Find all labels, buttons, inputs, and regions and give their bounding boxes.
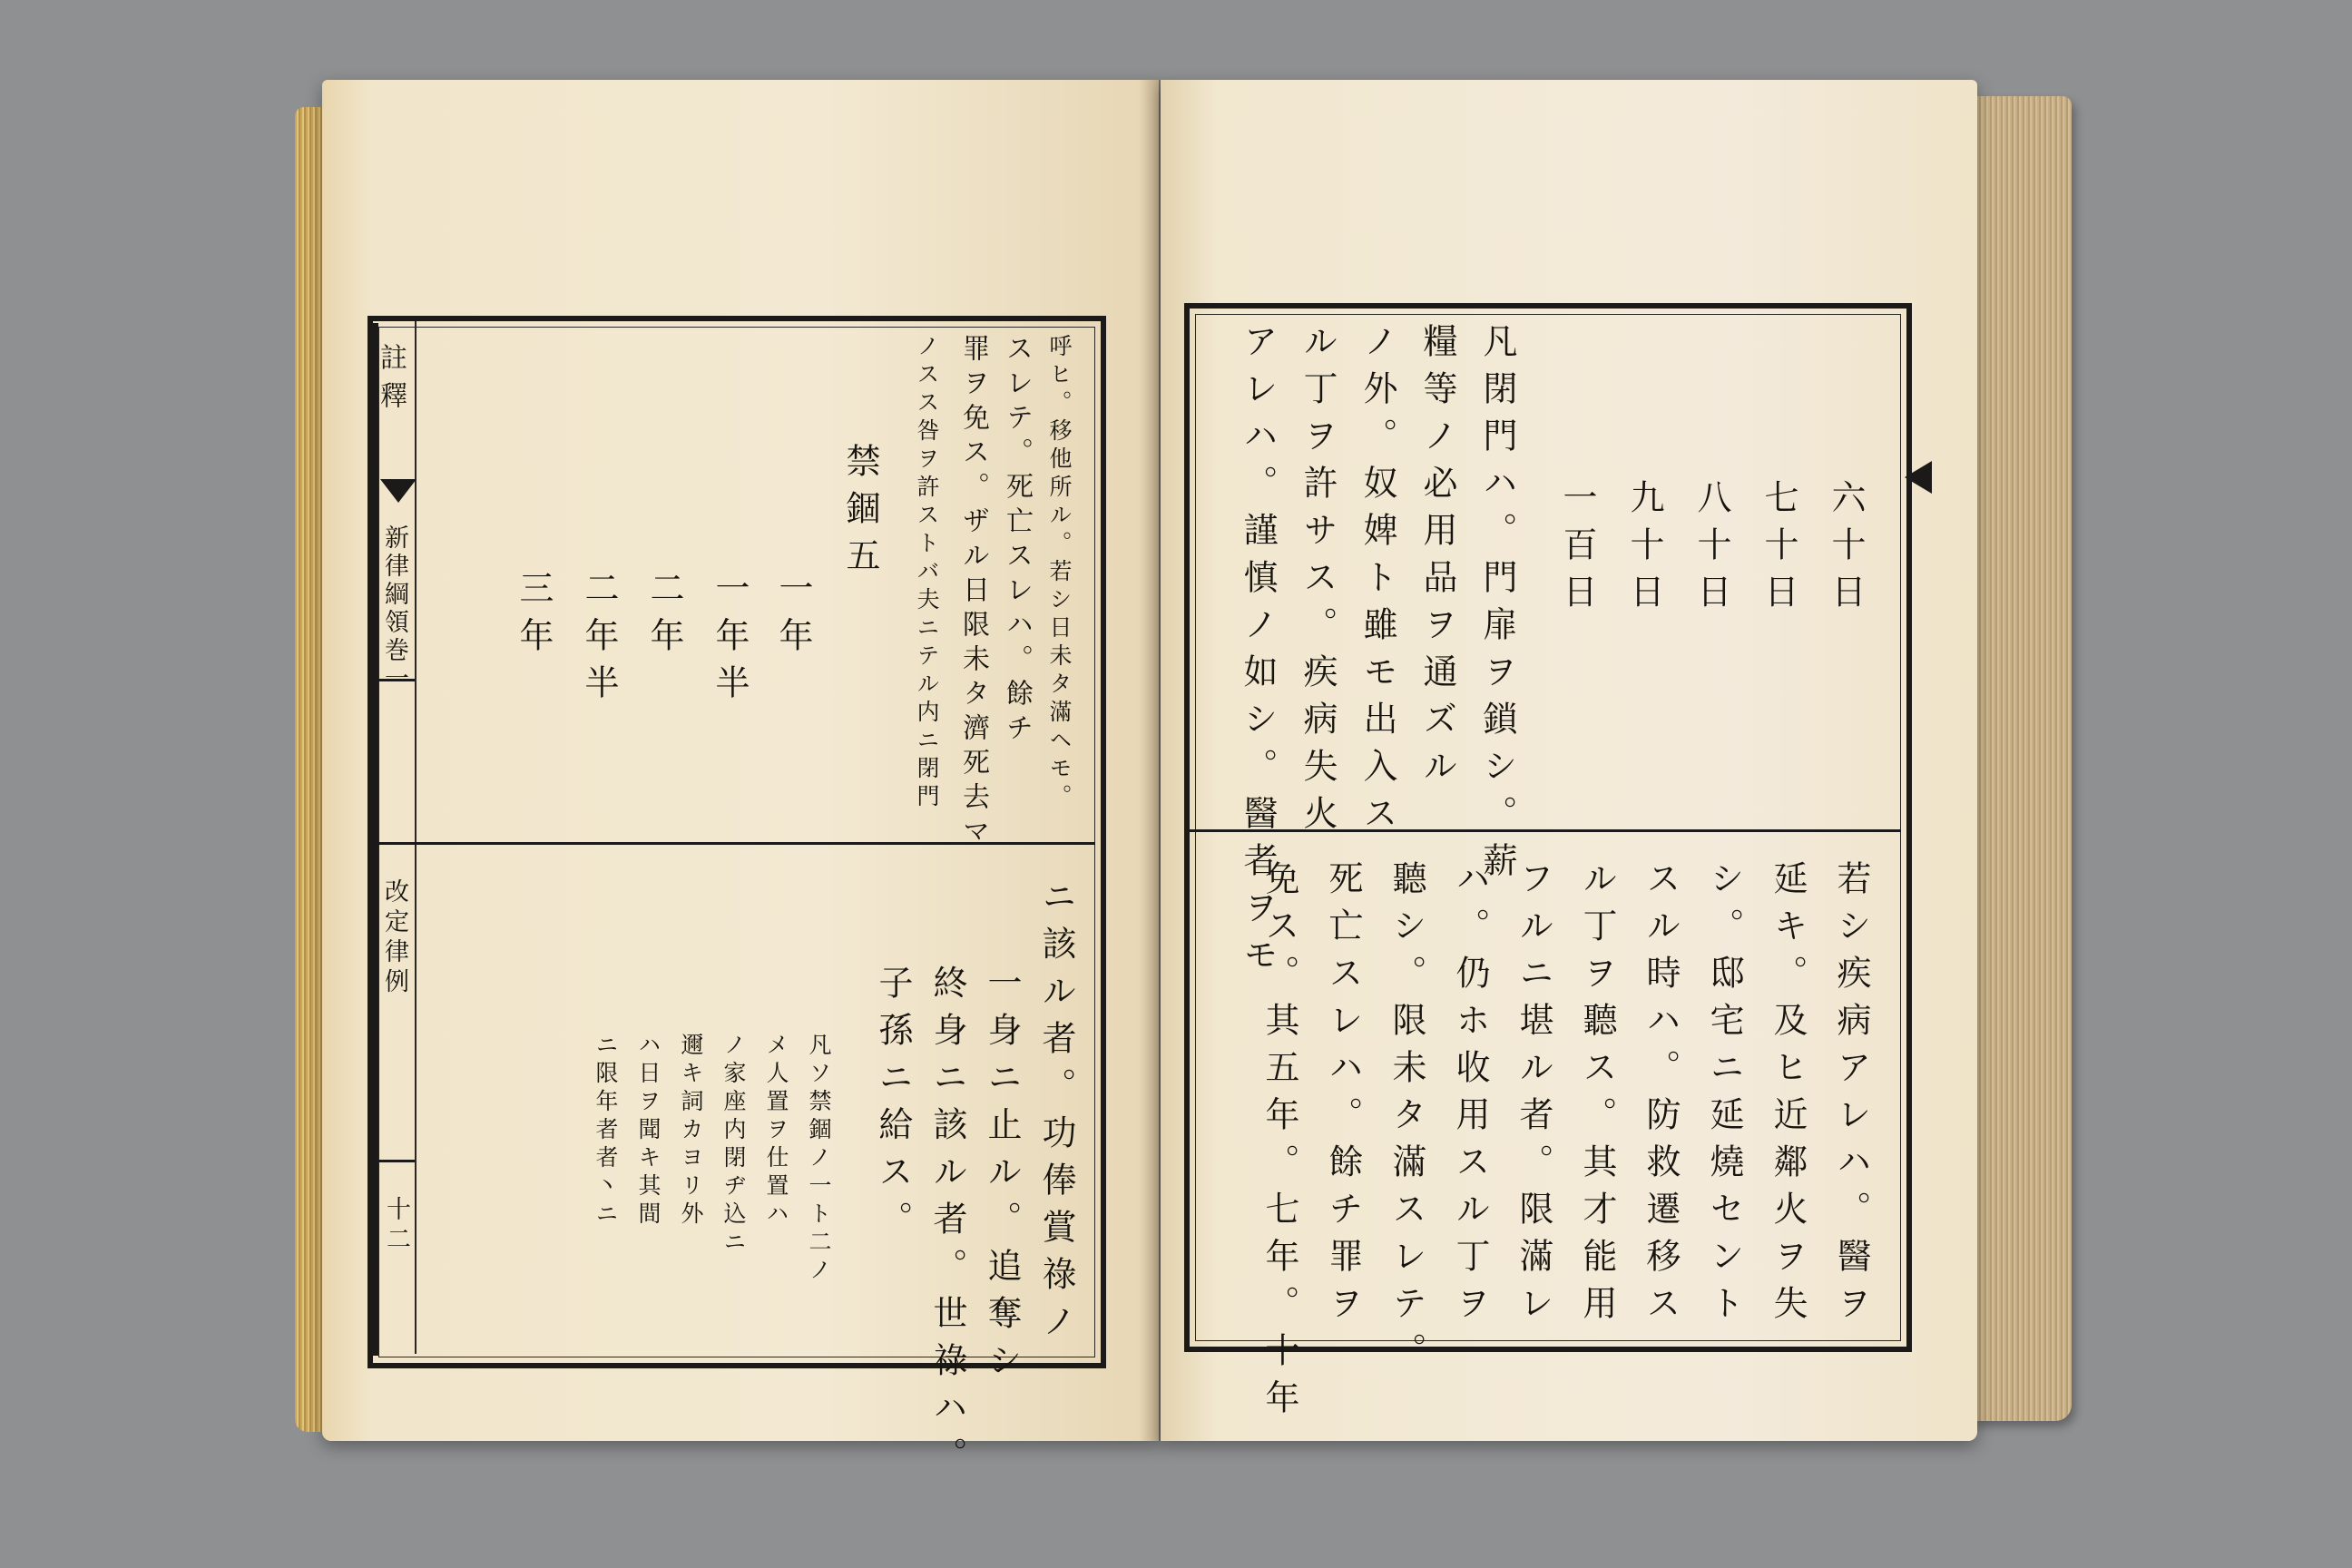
penalty-term: 一年 [773, 570, 813, 664]
right-divider [1190, 829, 1901, 832]
day-count: 八十日 [1691, 479, 1731, 621]
upper-col: アレハ。謹慎ノ如シ。醫者ヲモ [1238, 323, 1278, 984]
penalty-term: 三年 [514, 570, 554, 664]
lower-col: スル時ハ。防救遷移ス [1641, 860, 1681, 1332]
upper-col: 凡閉門ハ。門扉ヲ鎖シ。薪 [1477, 323, 1517, 889]
day-count: 一百日 [1557, 479, 1597, 621]
day-count: 六十日 [1826, 479, 1866, 621]
open-book [322, 80, 2046, 1484]
day-count: 九十日 [1624, 479, 1664, 621]
lower-col: フルニ堪ル者。限滿レ [1514, 860, 1553, 1332]
lower-col: シ。邸宅ニ延燒セント [1704, 860, 1744, 1332]
penalty-term: 禁錮五 [840, 443, 880, 584]
upper-col: ノ外。奴婢ト雖モ出入ス [1357, 323, 1397, 842]
penalty-term: 二年半 [579, 570, 619, 711]
lower-col-small: 邇キ詞カヨリ外 [678, 1033, 704, 1230]
lower-col: 一身ニ止ル。追奪シ [982, 965, 1022, 1389]
right-page [1161, 80, 1977, 1441]
left-page-edge [295, 107, 326, 1432]
lower-col-small: ハ日ヲ聞キ其間 [635, 1033, 662, 1230]
upper-col: ノスス咎ヲ許ストバ夫ニテル内ニ閉門 [914, 334, 940, 812]
upper-col: 罪ヲ免ス。ザル日限未タ濟死去マ [957, 334, 989, 851]
lower-col: 若シ疾病アレハ。醫ヲ [1831, 860, 1871, 1332]
right-fore-edge [1972, 96, 2072, 1421]
upper-col: スレテ。死亡スレハ。餘チ [1001, 334, 1033, 748]
upper-col: 糧等ノ必用品ヲ通ズル [1417, 323, 1457, 795]
upper-col: 呼ヒ。移他所ル。若シ日未タ滿ヘモ。 [1046, 334, 1073, 812]
lower-col: 死亡スレハ。餘チ罪ヲ [1323, 860, 1363, 1332]
lower-col: ニ該ル者。功俸賞祿ノ [1036, 878, 1076, 1350]
lower-col: 聽シ。限未タ滿スレテ。 [1387, 860, 1426, 1379]
lower-col-small: 凡ソ禁錮ノ一ト二ノ [806, 1033, 832, 1286]
day-count: 七十日 [1759, 479, 1798, 621]
margin-label-title: 新律綱領巻一 [380, 524, 408, 693]
margin-label-kaitei: 改定律例 [380, 878, 408, 998]
left-page [322, 80, 1159, 1484]
margin-label-chushaku: 註釋 [375, 343, 407, 419]
lower-col: 延キ。及ヒ近鄰火ヲ失 [1768, 860, 1808, 1332]
upper-col: ル丁ヲ許サス。疾病失火 [1298, 323, 1338, 842]
lower-col-small: ニ限年者者丶ニ [593, 1033, 619, 1230]
lower-col: ハ。仍ホ收用スル丁ヲ [1450, 860, 1490, 1332]
page-number: 十二 [382, 1196, 410, 1256]
lower-col: 終身ニ該ル者。世祿ハ。 [927, 965, 967, 1484]
lower-col: 免ス。其五年。七年。十年 [1259, 860, 1299, 1426]
lower-col-small: メ人置ヲ仕置ハ [763, 1033, 789, 1230]
penalty-term: 一年半 [710, 570, 750, 711]
penalty-term: 二年 [644, 570, 684, 664]
lower-col: 子孫ニ給ス。 [873, 965, 913, 1248]
lower-col: ル丁ヲ聽ス。其才能用 [1577, 860, 1617, 1332]
lower-col-small: ノ家座内閉ヂ込ニ [720, 1033, 747, 1258]
